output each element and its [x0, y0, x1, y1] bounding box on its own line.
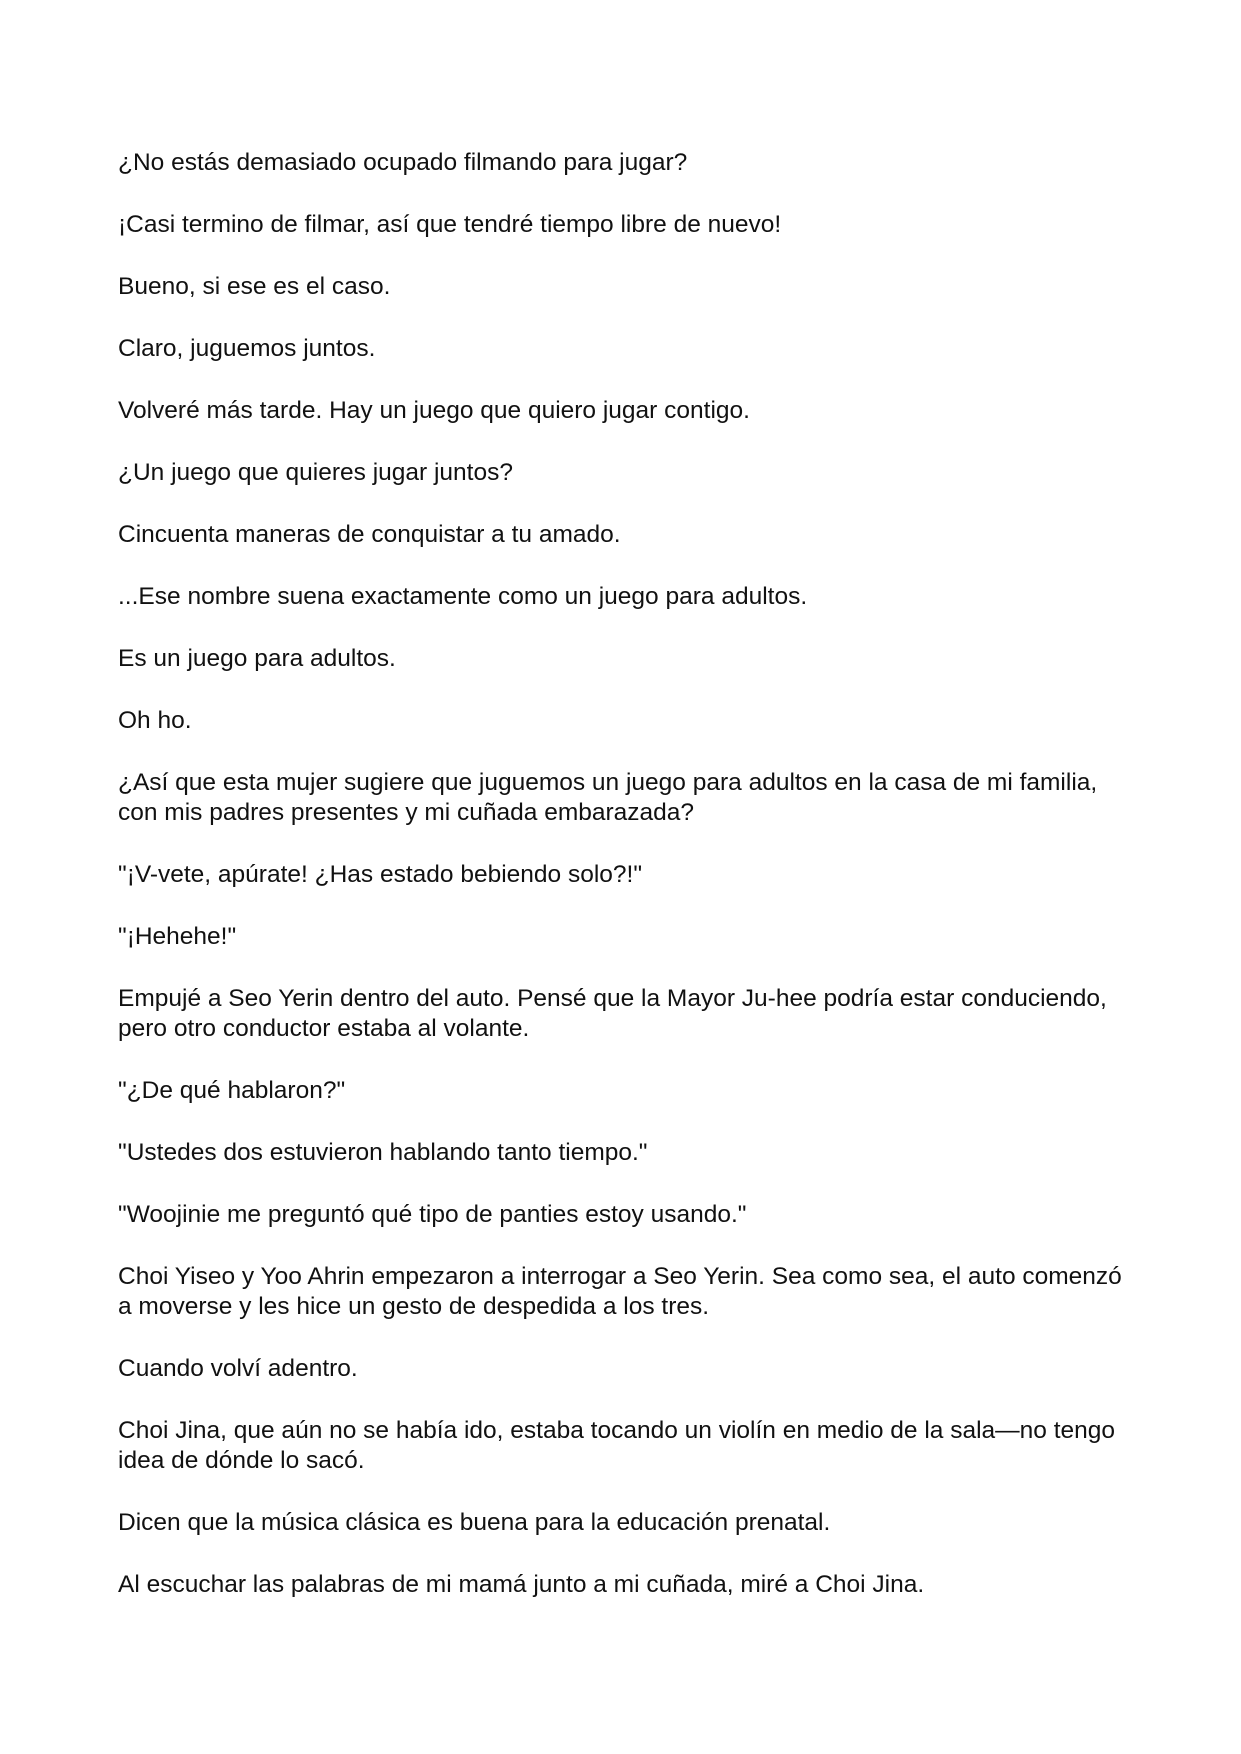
paragraph: ¿Así que esta mujer sugiere que juguemos un juego para adultos en la casa de mi familia, con mis padres presentes y mi cuñada embarazada? [118, 769, 1098, 826]
paragraph: Es un juego para adultos. [118, 645, 396, 672]
paragraph: "Woojinie me preguntó qué tipo de panties estoy usando." [118, 1201, 747, 1228]
paragraph: Cuando volví adentro. [118, 1355, 358, 1382]
paragraph: Cincuenta maneras de conquistar a tu amado. [118, 521, 621, 548]
paragraph: ¿Un juego que quieres jugar juntos? [118, 459, 513, 486]
document-body [118, 148, 1138, 1632]
paragraph: "¡V-vete, apúrate! ¿Has estado bebiendo solo?!" [118, 861, 643, 888]
paragraph: ¡Casi termino de filmar, así que tendré tiempo libre de nuevo! [118, 211, 782, 238]
paragraph: ¿No estás demasiado ocupado filmando para jugar? [118, 149, 688, 176]
paragraph: Empujé a Seo Yerin dentro del auto. Pensé que la Mayor Ju-hee podría estar conduciendo, pero otro conductor estaba al volante. [118, 985, 1107, 1042]
paragraph: Al escuchar las palabras de mi mamá junto a mi cuñada, miré a Choi Jina. [118, 1571, 925, 1598]
paragraph: Claro, juguemos juntos. [118, 335, 376, 362]
paragraph: "¡Hehehe!" [118, 923, 237, 950]
paragraph: Dicen que la música clásica es buena para la educación prenatal. [118, 1509, 831, 1536]
paragraph: "Ustedes dos estuvieron hablando tanto tiempo." [118, 1139, 648, 1166]
paragraph: Choi Jina, que aún no se había ido, estaba tocando un violín en medio de la sala—no tengo idea de dónde lo sacó. [118, 1417, 1116, 1474]
paragraph: "¿De qué hablaron?" [118, 1077, 346, 1104]
paragraph: Choi Yiseo y Yoo Ahrin empezaron a interrogar a Seo Yerin. Sea como sea, el auto comenzó a moverse y les hice un gesto de despedida a los tres. [118, 1263, 1122, 1320]
paragraph: ...Ese nombre suena exactamente como un juego para adultos. [118, 583, 808, 610]
paragraph: Bueno, si ese es el caso. [118, 273, 391, 300]
paragraph: Oh ho. [118, 707, 192, 734]
paragraph: Volveré más tarde. Hay un juego que quiero jugar contigo. [118, 397, 750, 424]
